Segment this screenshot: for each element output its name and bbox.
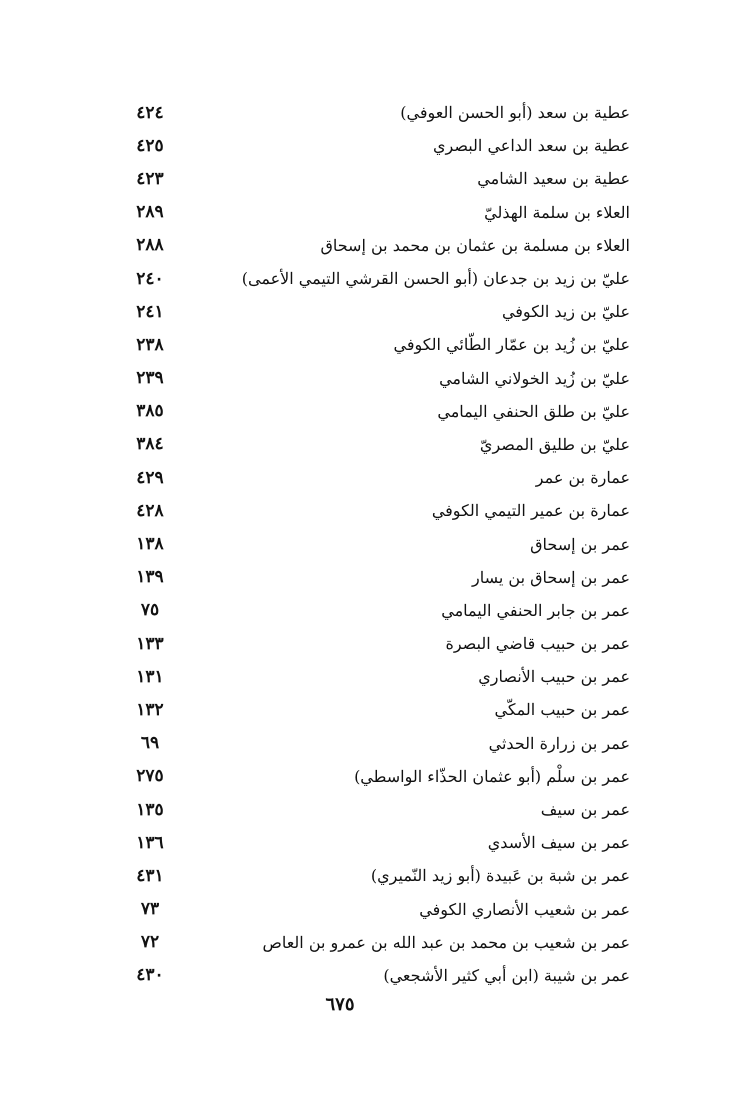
index-entry <box>120 229 630 262</box>
page-number: ٦٧٥ <box>325 994 355 1015</box>
entry-page-number: ٤٢٣ <box>136 168 164 189</box>
entry-name: عليّ بن زيد بن جدعان (أبو الحسن القرشي التيمي الأعمى) <box>241 269 630 289</box>
index-entry <box>120 893 630 926</box>
entry-name: عمر بن إسحاق <box>530 534 630 554</box>
entry-name: عمر بن شيبة (ابن أبي كثير الأشجعي) <box>383 965 630 985</box>
entry-page-number: ١٣٣ <box>136 633 164 654</box>
entry-name: العلاء بن مسلمة بن عثمان بن محمد بن إسحاق <box>320 235 630 255</box>
entry-page-number: ١٣٥ <box>136 799 164 820</box>
index-entry <box>120 693 630 726</box>
entry-name: عمر بن شعيب الأنصاري الكوفي <box>419 899 630 919</box>
index-list <box>120 96 630 992</box>
index-entry <box>120 627 630 660</box>
index-entry <box>120 926 630 959</box>
entry-page-number: ٢٣٨ <box>136 334 164 355</box>
entry-page-number: ٢٧٥ <box>136 766 164 787</box>
entry-page-number: ١٣١ <box>136 666 164 687</box>
entry-page-number: ٤٣٠ <box>136 965 164 986</box>
entry-name: عمر بن حبيب المكّي <box>494 700 630 720</box>
index-entry <box>120 727 630 760</box>
entry-page-number: ٢٨٨ <box>136 235 164 256</box>
index-entry <box>120 760 630 793</box>
index-entry <box>120 793 630 826</box>
entry-name: عمر بن زرارة الحدثي <box>488 733 630 753</box>
entry-name: عمر بن سيف الأسدي <box>487 833 630 853</box>
entry-name: عليّ بن طلق الحنفي اليمامي <box>437 401 630 421</box>
entry-page-number: ٦٩ <box>140 733 160 754</box>
index-entry <box>120 461 630 494</box>
index-entry <box>120 527 630 560</box>
entry-name: العلاء بن سلمة الهذليّ <box>484 202 630 222</box>
entry-name: عطية بن سعد (أبو الحسن العوفي) <box>400 103 630 123</box>
entry-name: عمر بن إسحاق بن يسار <box>471 567 630 587</box>
entry-name: عمر بن شبة بن عَبيدة (أبو زيد النّميري) <box>370 866 630 886</box>
entry-page-number: ٣٨٤ <box>136 434 164 455</box>
entry-name: عمر بن سلْم (أبو عثمان الحذّاء الواسطي) <box>354 766 630 786</box>
entry-name: عليّ بن زيد الكوفي <box>501 302 630 322</box>
entry-page-number: ٢٣٩ <box>136 368 164 389</box>
entry-name: عمر بن شعيب بن محمد بن عبد الله بن عمرو بن العاص <box>262 932 630 952</box>
index-entry <box>120 959 630 992</box>
entry-name: عليّ بن زُيد الخولاني الشامي <box>439 368 630 388</box>
index-entry <box>120 428 630 461</box>
index-entry <box>120 561 630 594</box>
index-entry <box>120 96 630 129</box>
entry-name: عليّ بن زُيد بن عمّار الطّائي الكوفي <box>393 335 630 355</box>
entry-page-number: ٧٣ <box>140 899 160 920</box>
entry-page-number: ٣٨٥ <box>136 401 164 422</box>
entry-name: عمر بن سيف <box>540 800 630 820</box>
entry-page-number: ٧٢ <box>140 932 160 953</box>
entry-name: عمارة بن عمر <box>535 468 630 488</box>
index-entry <box>120 660 630 693</box>
entry-page-number: ١٣٢ <box>136 699 164 720</box>
entry-name: عليّ بن طليق المصريّ <box>479 434 630 454</box>
entry-page-number: ٤٢٨ <box>136 500 164 521</box>
entry-page-number: ٢٤١ <box>136 301 164 322</box>
entry-name: عمر بن جابر الحنفي اليمامي <box>441 600 630 620</box>
entry-page-number: ٤٣١ <box>136 865 164 886</box>
index-entry <box>120 162 630 195</box>
entry-page-number: ١٣٦ <box>136 832 164 853</box>
entry-page-number: ١٣٨ <box>136 534 164 555</box>
entry-page-number: ٢٤٠ <box>136 268 164 289</box>
index-entry <box>120 196 630 229</box>
entry-page-number: ٢٨٩ <box>136 202 164 223</box>
entry-name: عمر بن حبيب الأنصاري <box>478 667 630 687</box>
entry-name: عمر بن حبيب قاضي البصرة <box>445 634 630 654</box>
entry-page-number: ١٣٩ <box>136 567 164 588</box>
index-entry <box>120 494 630 527</box>
entry-name: عمارة بن عمير التيمي الكوفي <box>431 501 630 521</box>
index-entry <box>120 362 630 395</box>
index-entry <box>120 395 630 428</box>
entry-name: عطية بن سعيد الشامي <box>477 169 630 189</box>
entry-page-number: ٧٥ <box>140 600 160 621</box>
index-entry <box>120 594 630 627</box>
index-entry <box>120 129 630 162</box>
entry-page-number: ٤٢٥ <box>136 135 164 156</box>
index-entry <box>120 859 630 892</box>
index-entry <box>120 295 630 328</box>
entry-name: عطية بن سعد الداعي البصري <box>433 136 630 156</box>
index-entry <box>120 826 630 859</box>
entry-page-number: ٤٢٩ <box>136 467 164 488</box>
index-entry <box>120 328 630 361</box>
index-entry <box>120 262 630 295</box>
entry-page-number: ٤٢٤ <box>136 102 164 123</box>
